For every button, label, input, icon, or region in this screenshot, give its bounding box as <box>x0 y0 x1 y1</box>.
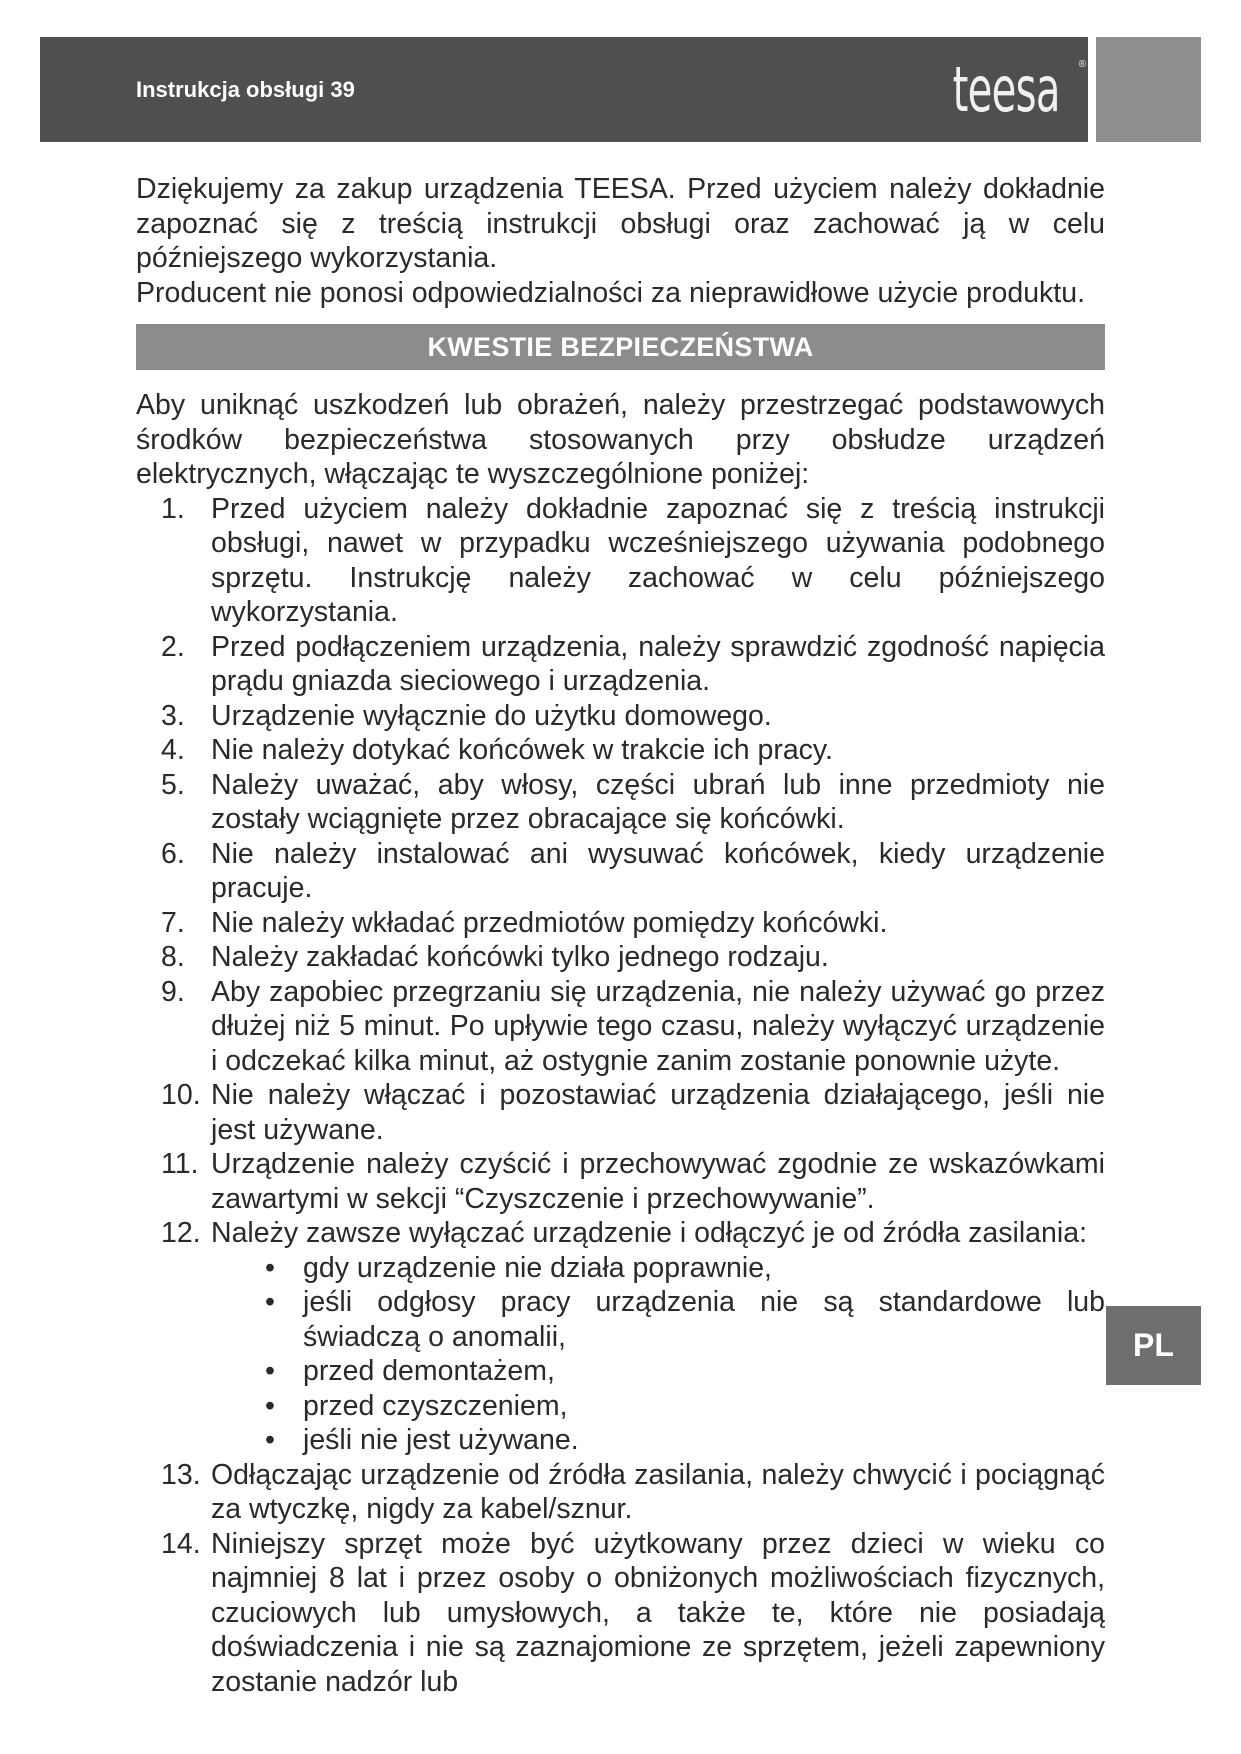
rule-text: Nie należy wkładać przedmiotów pomiędzy końcówki. <box>211 906 888 939</box>
list-item <box>136 1458 1105 1527</box>
list-item <box>259 1354 1105 1389</box>
rule-text: Urządzenie wyłącznie do użytku domowego. <box>211 699 772 732</box>
bullet-text: gdy urządzenie nie działa poprawnie, <box>303 1251 772 1284</box>
rule-number: 12. <box>161 1217 201 1249</box>
list-item <box>136 630 1105 699</box>
intro <box>136 172 1105 310</box>
bullet-text: jeśli nie jest używane. <box>303 1424 579 1456</box>
safety-rules-list <box>136 492 1105 1700</box>
list-item <box>259 1389 1105 1424</box>
rule-text: Nie należy dotykać końcówek w trakcie ich pracy. <box>211 734 833 766</box>
rule-text: Przed użyciem należy dokładnie zapoznać się z treścią instrukcji obsługi, nawet w przypadku wcześniejszego używania podobnego sprzętu. Instrukcję należy zachować w celu późniejszego wykorzystania. <box>211 492 1105 628</box>
bullet-text: przed czyszczeniem, <box>303 1389 568 1422</box>
registered-mark: ® <box>1078 59 1086 70</box>
rule-text: Należy uważać, aby włosy, części ubrań lub inne przedmioty nie zostały wciągnięte przez obracające się końcówki. <box>211 768 1105 835</box>
rule-number: 14. <box>161 1527 201 1560</box>
list-item <box>136 768 1105 837</box>
teesa-logo: teesa <box>952 53 1060 126</box>
rule-text: Nie należy włączać i pozostawiać urządzenia działającego, jeśli nie jest używane. <box>211 1079 1105 1146</box>
section-heading: KWESTIE BEZPIECZEŃSTWA <box>136 324 1105 370</box>
bullet-text: jeśli odgłosy pracy urządzenia nie są standardowe lub świadczą o anomalii, <box>303 1286 1105 1353</box>
list-item <box>136 733 1105 768</box>
rule-text: Należy zakładać końcówki tylko jednego rodzaju. <box>211 941 829 973</box>
bullet-text: przed demontażem, <box>303 1355 555 1387</box>
rule-number: 1. <box>161 492 185 525</box>
bullet-icon: • <box>265 1251 275 1284</box>
rule-text: Urządzenie należy czyścić i przechowywać zgodnie ze wskazówkami zawartymi w sekcji “Czyszczenie i przechowywanie”. <box>211 1148 1105 1215</box>
rule-12-bullets <box>211 1251 1105 1458</box>
header-bar <box>40 37 1088 142</box>
language-tab: PL <box>1106 1306 1201 1385</box>
bullet-icon: • <box>265 1355 275 1387</box>
list-item <box>136 975 1105 1079</box>
header-side-block <box>1096 37 1201 142</box>
rule-number: 11. <box>161 1148 199 1180</box>
rule-number: 8. <box>161 941 185 973</box>
list-item <box>136 1147 1105 1216</box>
list-item <box>136 1216 1105 1458</box>
bullet-icon: • <box>265 1389 275 1422</box>
page-header-title: Instrukcja obsługi 39 <box>136 77 355 102</box>
list-item <box>259 1423 1105 1458</box>
list-item <box>136 1078 1105 1147</box>
list-item <box>136 837 1105 906</box>
list-item <box>259 1285 1105 1354</box>
rule-text: Odłączając urządzenie od źródła zasilania, należy chwycić i pociągnąć za wtyczkę, nigdy za kabel/sznur. <box>211 1458 1105 1525</box>
list-item <box>136 1527 1105 1700</box>
intro-paragraph: Dziękujemy za zakup urządzenia TEESA. Przed użyciem należy dokładnie zapoznać się z treścią instrukcji obsługi oraz zachować ją w celu późniejszego wykorzystania. <box>136 173 1105 274</box>
list-item <box>136 492 1105 630</box>
rule-number: 6. <box>161 837 185 870</box>
rule-text: Aby zapobiec przegrzaniu się urządzenia, nie należy używać go przez dłużej niż 5 minut. Po upływie tego czasu, należy wyłączyć urządzenie i odczekać kilka minut, aż ostygnie zanim zostanie ponownie użyte. <box>211 975 1105 1077</box>
intro-paragraph: Producent nie ponosi odpowiedzialności za nieprawidłowe użycie produktu. <box>136 276 1085 309</box>
rule-number: 9. <box>161 975 185 1008</box>
rule-number: 7. <box>161 906 185 939</box>
rule-text: Przed podłączeniem urządzenia, należy sprawdzić zgodność napięcia prądu gniazda sieciowego i urządzenia. <box>211 630 1105 697</box>
list-item <box>136 906 1105 941</box>
list-item <box>259 1251 1105 1286</box>
section-lead: Aby uniknąć uszkodzeń lub obrażeń, należy przestrzegać podstawowych środków bezpieczeństwa stosowanych przy obsłudze urządzeń elektrycznych, włączając te wyszczególnione poniżej: <box>136 389 1105 490</box>
list-item <box>136 940 1105 975</box>
rule-number: 13. <box>161 1458 201 1491</box>
page-content <box>136 172 1105 1699</box>
rule-number: 2. <box>161 630 185 663</box>
bullet-icon: • <box>265 1424 275 1456</box>
rule-text: Nie należy instalować ani wysuwać końcówek, kiedy urządzenie pracuje. <box>211 837 1105 904</box>
rule-number: 3. <box>161 699 185 732</box>
rule-number: 5. <box>161 768 185 801</box>
bullet-icon: • <box>265 1286 275 1318</box>
list-item <box>136 699 1105 734</box>
rule-number: 4. <box>161 734 185 766</box>
rule-number: 10. <box>161 1079 201 1111</box>
rule-text: Należy zawsze wyłączać urządzenie i odłączyć je od źródła zasilania: <box>211 1217 1087 1249</box>
rule-text: Niniejszy sprzęt może być użytkowany przez dzieci w wieku co najmniej 8 lat i przez osoby o obniżonych możliwościach fizycznych, czuciowych lub umysłowych, a także te, które nie posiadają doświadczenia i nie są zaznajomione ze sprzętem, jeżeli zapewniony zostanie nadzór lub <box>211 1527 1105 1698</box>
